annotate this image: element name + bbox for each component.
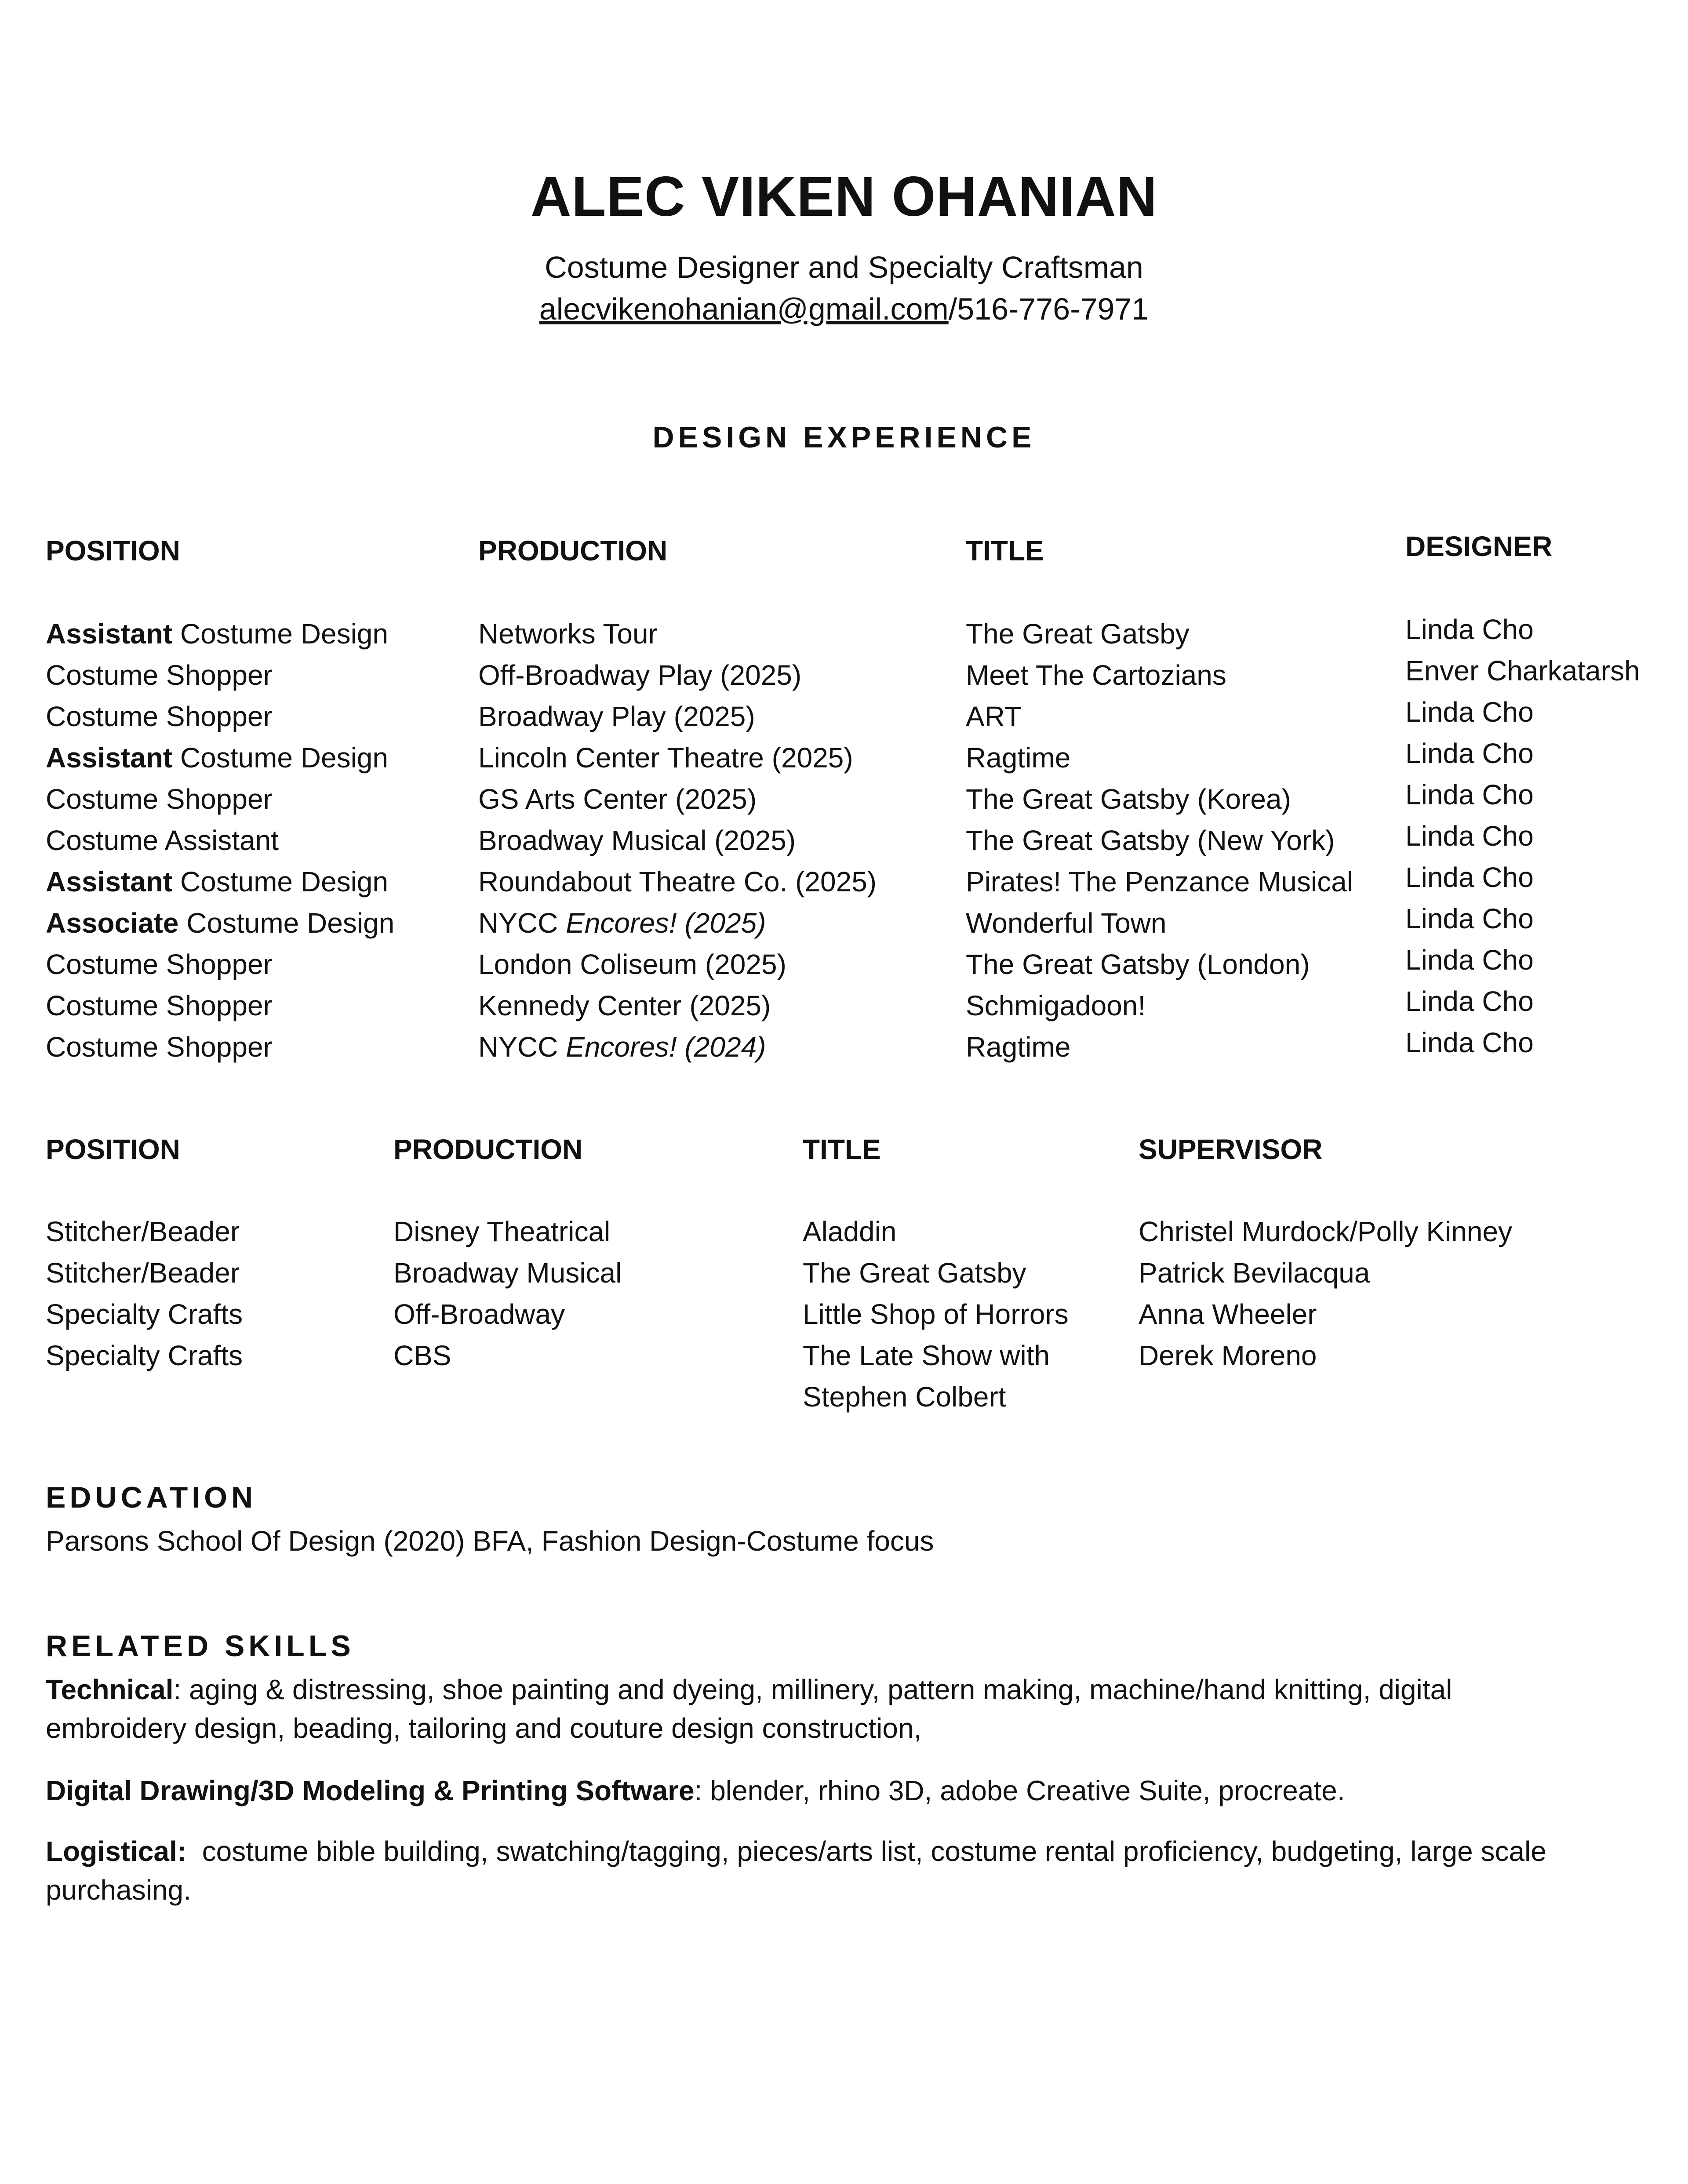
list-item: Derek Moreno [1139,1340,1317,1371]
list-item: ART [966,701,1022,732]
list-item: Broadway Musical [393,1257,622,1289]
list-item: Ragtime [966,742,1071,774]
list-item: Associate Costume Design [46,907,395,939]
list-item: Roundabout Theatre Co. (2025) [478,866,877,898]
list-item: Anna Wheeler [1139,1298,1317,1330]
technical-skills: Technical: aging & distressing, shoe painting and dyeing, millinery, pattern making, machine/hand knitting, digital embroidery design, beading, tailoring and couture design construction, [46,1674,1452,1744]
list-item: Linda Cho [1405,820,1534,852]
design-production-column [478,613,877,1068]
design-designer-column [1405,609,1640,1063]
design-designer-header: DESIGNER [1405,531,1553,562]
list-item: Off-Broadway Play (2025) [478,659,802,691]
list-item: Costume Assistant [46,825,279,856]
list-item: Broadway Musical (2025) [478,825,796,856]
list-item: Disney Theatrical [393,1216,611,1247]
list-item: Costume Shopper [46,659,273,691]
list-item: Lincoln Center Theatre (2025) [478,742,853,774]
list-item: Meet The Cartozians [966,659,1226,691]
contact-line [0,288,1688,330]
design-position-header: POSITION [46,535,180,567]
phone-number: /516-776-7971 [948,292,1149,326]
list-item: The Great Gatsby [803,1257,1026,1289]
list-item: Patrick Bevilacqua [1139,1257,1370,1289]
list-item: Stitcher/Beader [46,1257,240,1289]
list-item: Linda Cho [1405,985,1534,1017]
related-skills-heading: RELATED SKILLS [46,1629,355,1663]
craft-title-header: TITLE [803,1134,881,1165]
list-item: The Great Gatsby (Korea) [966,783,1291,815]
list-item: Linda Cho [1405,1027,1534,1058]
craft-title-column [803,1211,1069,1417]
list-item: Linda Cho [1405,614,1534,645]
email-link[interactable]: alecvikenohanian@gmail.com [539,292,949,326]
list-item: The Great Gatsby (New York) [966,825,1335,856]
list-item: Stitcher/Beader [46,1216,240,1247]
education-text: Parsons School Of Design (2020) BFA, Fashion Design-Costume focus [46,1525,934,1557]
list-item: Costume Shopper [46,783,273,815]
list-item: Linda Cho [1405,903,1534,934]
list-item: Networks Tour [478,618,658,650]
list-item: The Late Show with [803,1340,1050,1371]
list-item: Costume Shopper [46,948,273,980]
list-item: Little Shop of Horrors [803,1298,1069,1330]
list-item: The Great Gatsby [966,618,1190,650]
list-item: Linda Cho [1405,861,1534,893]
list-item: Kennedy Center (2025) [478,990,771,1021]
list-item: Specialty Crafts [46,1298,243,1330]
craft-position-column [46,1211,243,1376]
list-item: Broadway Play (2025) [478,701,755,732]
list-item: Specialty Crafts [46,1340,243,1371]
craft-production-header: PRODUCTION [393,1134,583,1165]
craft-supervisor-column [1139,1211,1512,1376]
list-item: Off-Broadway [393,1298,565,1330]
resume-subtitle: Costume Designer and Specialty Craftsman [545,250,1143,284]
list-item: Assistant Costume Design [46,618,388,650]
list-item: Ragtime [966,1031,1071,1063]
craft-production-column [393,1211,622,1376]
list-item: Aladdin [803,1216,897,1247]
list-item: Costume Shopper [46,990,273,1021]
list-item: Linda Cho [1405,944,1534,976]
list-item: The Great Gatsby (London) [966,948,1310,980]
education-heading: EDUCATION [46,1481,257,1514]
design-production-header: PRODUCTION [478,535,668,567]
logistical-skills: Logistical: costume bible building, swatching/tagging, pieces/arts list, costume rental proficiency, budgeting, large scale purchasing. [46,1835,1554,1906]
resume-name: ALEC VIKEN OHANIAN [530,165,1158,228]
design-experience-heading: DESIGN EXPERIENCE [652,421,1036,454]
design-title-column [966,613,1353,1068]
craft-supervisor-header: SUPERVISOR [1139,1134,1323,1165]
list-item: Costume Shopper [46,701,273,732]
list-item: Linda Cho [1405,696,1534,728]
list-item: Assistant Costume Design [46,742,388,774]
list-item: London Coliseum (2025) [478,948,786,980]
list-item: NYCC Encores! (2025) [478,907,766,939]
craft-position-header: POSITION [46,1134,180,1165]
list-item: Stephen Colbert [803,1381,1006,1413]
list-item: Christel Murdock/Polly Kinney [1139,1216,1513,1247]
list-item: Assistant Costume Design [46,866,388,898]
list-item: Schmigadoon! [966,990,1146,1021]
list-item: Linda Cho [1405,738,1534,769]
digital-skills: Digital Drawing/3D Modeling & Printing Software: blender, rhino 3D, adobe Creative Suite, procreate. [46,1775,1345,1806]
list-item: NYCC Encores! (2024) [478,1031,766,1063]
list-item: Costume Shopper [46,1031,273,1063]
list-item: Enver Charkatarsh [1405,655,1640,687]
design-position-column [46,613,394,1068]
list-item: Wonderful Town [966,907,1167,939]
design-title-header: TITLE [966,535,1044,567]
list-item: GS Arts Center (2025) [478,783,757,815]
list-item: CBS [393,1340,451,1371]
list-item: Linda Cho [1405,779,1534,810]
list-item: Pirates! The Penzance Musical [966,866,1353,898]
